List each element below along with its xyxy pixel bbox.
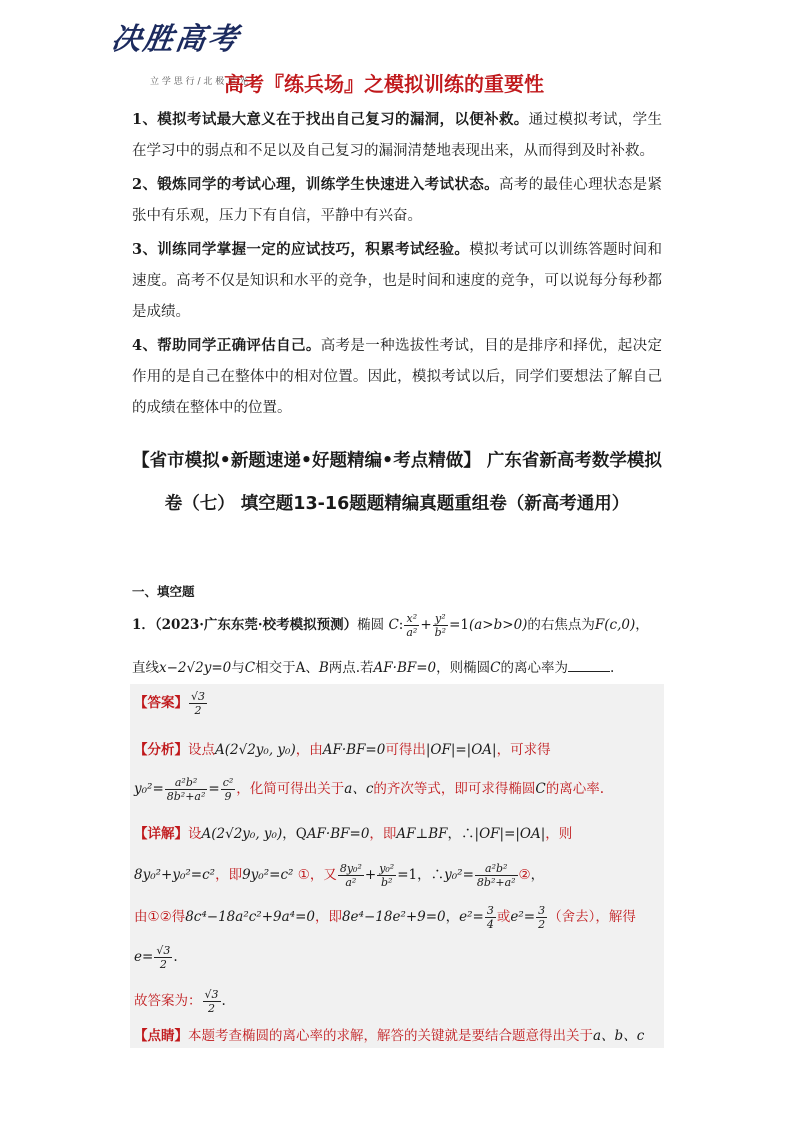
question-line-1: 1．（2023·广东东莞·校考模拟预测）椭圆 C: $\frac{\text{x²}}{\text{a²}}$ + $\frac{\text{y²}}{\text{b²}}$ =1(a>b>0)的右焦点为F(c,0)， — [132, 612, 649, 639]
detail-line-1: 【详解】设A(2√2y₀, y₀)，QAF·BF=0，即AF⊥BF，∴|OF|=|OA|，则 — [134, 826, 573, 842]
intro-paragraph: 1、模拟考试最大意义在于找出自己复习的漏洞，以便补救。通过模拟考试，学生在学习中的弱点和不足以及自己复习的漏洞清楚地表现出来，从而得到及时补救。 — [132, 111, 663, 159]
intro-paragraph: 4、帮助同学正确评估自己。高考是一种选拔性考试，目的是排序和择优，起决定作用的是自己在整体中的相对位置。因此，模拟考试以后，同学们要想法了解自己的成绩在整体中的位置。 — [132, 337, 662, 416]
intro-paragraph: 2、锻炼同学的考试心理，训练学生快速进入考试状态。高考的最佳心理状态是紧张中有乐观，压力下有自信，平静中有兴奋。 — [132, 176, 662, 224]
logo-subtext: 立 学 思 行 / 北 极 星 光 — [150, 77, 248, 87]
intro-paragraph: 3、训练同学掌握一定的应试技巧，积累考试经验。模拟考试可以训练答题时间和速度。高考不仅是知识和水平的竞争，也是时间和速度的竞争，可以说每分每秒都是成绩。 — [132, 241, 663, 320]
answer-line: 【答案】 $\frac{√3}{2}$ — [134, 690, 206, 717]
analysis-line-2: y₀²= $\frac{\text{a²b²}}{\text{8b²+a²}}$ = $\frac{\text{c²}}{9}$ ，化简可得出关于a、c的齐次等式，即可求得椭圆C的离心率. — [134, 776, 605, 803]
logo-text: 决胜高考 — [109, 22, 242, 57]
section-title: 一、填空题 — [132, 584, 195, 599]
banner-title: 高考『练兵场』之模拟训练的重要性 — [224, 72, 544, 96]
detail-line-4: e= $\frac{√3}{2}$ . — [134, 944, 178, 971]
comment-line: 【点睛】本题考查椭圆的离心率的求解，解答的关键就是要结合题意得出关于a、b、c — [134, 1028, 645, 1044]
document-heading: 【省市模拟•新题速递•好题精编•考点精做】 广东省新高考数学模拟卷（七） 填空题13-16题题精编真题重组卷（新高考通用） — [132, 451, 662, 514]
analysis-line-1: 【分析】设点A(2√2y₀, y₀)，由AF·BF=0可得出|OF|=|OA|，可求得 — [134, 742, 551, 758]
final-answer-line: 故答案为： $\frac{√3}{2}$ . — [134, 988, 226, 1015]
intro-section — [132, 104, 662, 426]
detail-line-3: 由①②得8c⁴−18a²c²+9a⁴=0，即8e⁴−18e²+9=0，e²= $\frac{3}{4}$ 或e²= $\frac{3}{2}$ （舍去），解得 — [134, 904, 636, 931]
detail-line-2: 8y₀²+y₀²=c²，即9y₀²=c² ①，又 $\frac{\text{8y₀²}}{\text{a²}}$ + $\frac{\text{y₀²}}{\text{b²}}$ =1，∴y₀²= $\frac{\text{a²b²}}{\text{8b²+a²}}$ ②， — [134, 862, 545, 889]
question-line-2: 直线x−2√2y=0与C相交于A、B两点.若AF·BF=0，则椭圆C的离心率为 . — [132, 660, 615, 676]
